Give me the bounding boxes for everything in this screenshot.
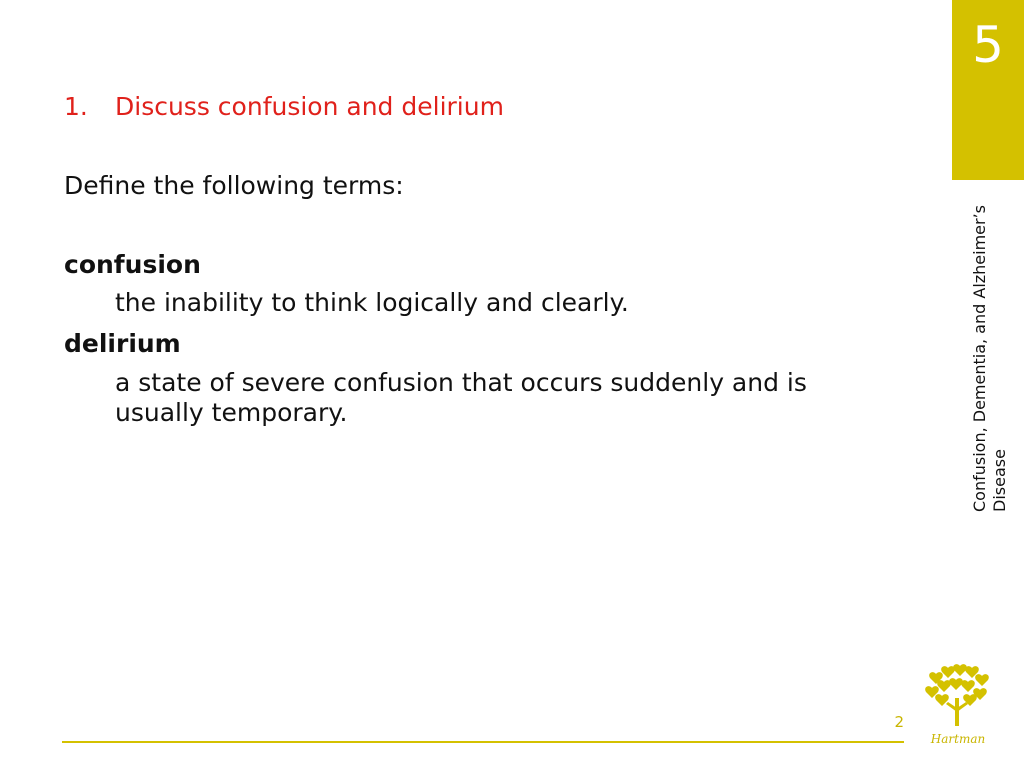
term-confusion: confusion [64, 250, 201, 279]
chapter-tab [952, 0, 1024, 180]
footer-rule [62, 741, 904, 743]
logo-text: Hartman [930, 732, 986, 746]
chapter-title: Confusion, Dementia, and Alzheimer’s Disease [970, 204, 1009, 512]
definition-delirium: a state of severe confusion that occurs suddenly and is usually temporary. [115, 368, 807, 427]
page-number: 2 [894, 713, 904, 731]
learning-objective [64, 91, 504, 123]
definition-confusion: the inability to think logically and clearly. [115, 288, 629, 317]
intro-text: Define the following terms: [64, 171, 404, 200]
objective-text: Discuss confusion and delirium [115, 92, 504, 121]
chapter-number: 5 [972, 16, 1004, 74]
tree-of-hearts-icon [922, 660, 994, 732]
objective-number: 1. [64, 92, 88, 121]
term-delirium: delirium [64, 329, 181, 358]
hartman-logo [922, 660, 994, 752]
